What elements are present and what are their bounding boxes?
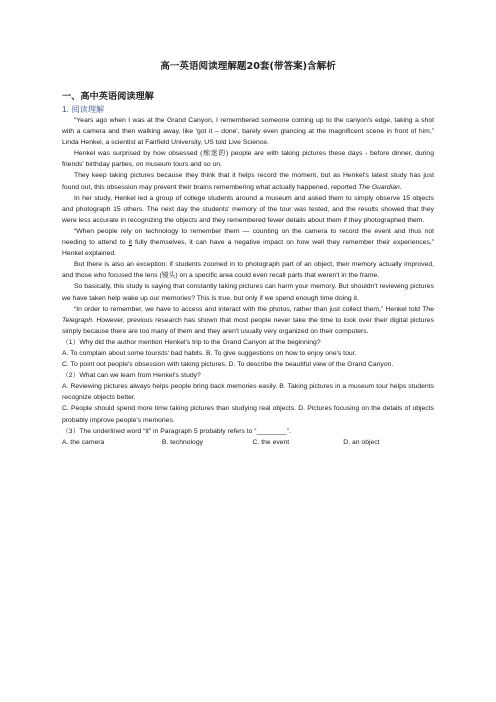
question-2-options-cd: C. People should spend more time taking pictures than studying real objects. D. Pictures focusing on the details of objects probably improve people's memories. — [62, 405, 434, 424]
question-1-stem: （1）Why did the author mention Henkel's trip to the Grand Canyon at the beginning? — [62, 338, 321, 346]
question-3-option-c: C. the event — [252, 438, 290, 446]
paragraph-5-text: “When people rely on technology to remember them — counting on the camera to record the event and thus not needing to attend to — [62, 227, 434, 247]
passage-heading — [62, 104, 434, 115]
paragraph-8 — [62, 304, 434, 337]
paragraph-5-end: fully themselves, it can have a negative impact on how well they remember their experiences,” Henkel explained. — [62, 239, 434, 258]
paragraph-3-source: The Guardian — [358, 183, 400, 191]
question-1-options-cd: C. To point out people's obsession with taking pictures. D. To describe the beautiful view of the Grand Canyon. — [62, 361, 394, 369]
paragraph-8-end: . However, previous research has shown that most people never take the time to look over their digital pictures simply because there are too many of them and they aren't usually very organized on their computers. — [62, 316, 434, 335]
paragraph-2: Henkel was surprised by how obsessed (痴迷的) people are with taking pictures these days - before dinner, during friends' birthday parties, on museum tours and so on. — [62, 150, 434, 169]
question-1-options-ab: A. To complain about some tourists' bad habits. B. To give suggestions on how to enjoy one's tour. — [62, 349, 357, 357]
paragraph-3-text: They keep taking pictures because they think that it helps record the moment, but as Henkel's latest study has just found out, this obsession may prevent their brains remembering what actually happened, reported — [62, 172, 434, 191]
paragraph-3 — [62, 170, 434, 192]
passage-label: 阅读理解 — [71, 104, 105, 114]
paragraph-1: “Years ago when I was at the Grand Canyon, I remembered someone coming up to the canyon's edge, taking a shot with a camera and then walking away, like 'got it – done', barely even glancing at the magnificent scene in front of him,” Linda Henkel, a scientist at Fairfield University, US told Live Science. — [62, 117, 434, 147]
question-3-option-d: D. an object — [343, 438, 380, 446]
question-3-stem: （3）The underlined word “it” in Paragraph 5 probably refers to “________”. — [62, 427, 291, 435]
paragraph-6: But there is also an exception: if students zoomed in to photograph part of an object, their memory actually improved, and those who focused the lens (镜头) on a specific area could even recall parts that weren't in the frame. — [62, 261, 434, 280]
paragraph-5 — [62, 226, 434, 259]
passage-number: 1. — [62, 105, 69, 114]
document-title: 高一英语阅读理解题20套(带答案)含解析 — [160, 61, 336, 72]
paragraph-3-end: . — [399, 183, 402, 191]
question-3-options — [62, 437, 434, 448]
question-3-option-a: A. the camera — [62, 438, 105, 446]
underlined-word: it — [128, 239, 132, 247]
question-2-stem: （2）What can we learn from Henkel's study? — [62, 372, 201, 380]
paragraph-7: So basically, this study is saying that constantly taking pictures can harm your memory. But shouldn't reviewing pictures we have taken help wake up our memories? This is true, but only if we spend enough time doing it. — [62, 283, 434, 302]
paragraph-8-text: “In order to remember, we have to access and interact with the photos, rather than just collect them,” Henkel told — [74, 305, 423, 313]
section-heading: 一、高中英语阅读理解 — [62, 91, 154, 102]
paragraph-4: In her study, Henkel led a group of college students around a museum and asked them to simply observe 15 objects and photograph 15 others. The next day the students' memory of the tour was tested, and the results showed that they were less accurate in recognizing the objects and they remembered fewer details about them if they photographed them. — [62, 194, 434, 224]
question-2-options-ab: A. Reviewing pictures always helps people bring back memories easily. B. Taking pictures in a museum tour helps students recognize objects better. — [62, 383, 434, 402]
question-3-option-b: B. technology — [161, 438, 203, 446]
paragraph-8-source: The Telegraph — [62, 305, 434, 324]
